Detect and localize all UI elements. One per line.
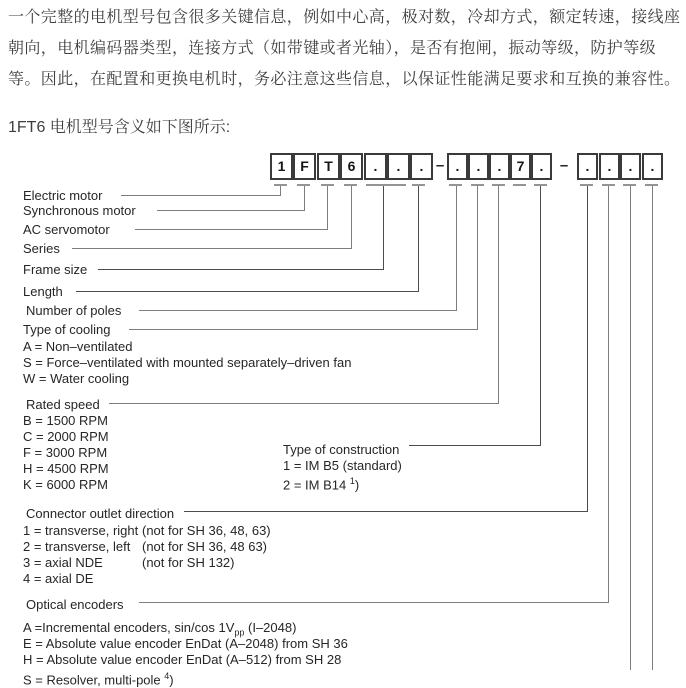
connector-line (139, 602, 609, 603)
encoder-option-text: S = Resolver, multi-pole (23, 672, 165, 688)
connector-line (157, 210, 305, 211)
connector-line (630, 186, 631, 670)
connector-line (456, 186, 457, 311)
connector-option: 1 = transverse, right (23, 523, 139, 538)
label-length: Length (23, 284, 63, 299)
intro-paragraph-line: 等。因此，在配置和更换电机时，务必注意这些信息，以保证性能满足要求和互换的兼容性。 (8, 71, 681, 88)
encoder-option-text: ) (169, 672, 174, 688)
box-tick-wide (366, 184, 406, 186)
code-box-5: . (364, 153, 387, 180)
connector-line (72, 248, 352, 249)
connector-line (76, 291, 419, 292)
encoder-option-text: A =Incremental encoders, sin/cos 1V (23, 620, 235, 635)
speed-option: F = 3000 RPM (23, 445, 108, 460)
connector-option: 4 = axial DE (23, 571, 94, 586)
box-tick (513, 184, 526, 186)
connector-line (383, 186, 384, 270)
connector-line (351, 186, 352, 249)
encoder-option-text: (I–2048) (244, 620, 297, 635)
label-electric-motor: Electric motor (23, 188, 103, 203)
subscript: pp (234, 627, 245, 638)
label-type-of-construction: Type of construction (283, 442, 400, 457)
encoder-option (23, 668, 174, 688)
encoder-option: H = Absolute value encoder EnDat (A–512) from SH 28 (23, 652, 342, 667)
connector-line (327, 186, 328, 230)
connector-line (139, 310, 457, 311)
connector-line (540, 186, 541, 446)
connector-line (409, 445, 541, 446)
construction-option: 1 = IM B5 (standard) (283, 458, 402, 473)
connector-line (98, 269, 384, 270)
code-box-11: 7 (510, 153, 531, 180)
connector-line (129, 329, 478, 330)
speed-option: B = 1500 RPM (23, 413, 108, 428)
code-box-6: . (387, 153, 410, 180)
code-box-15: . (620, 153, 641, 180)
construction-option (283, 473, 359, 493)
connector-option-note: (not for SH 132) (142, 555, 235, 570)
code-box-10: . (489, 153, 510, 180)
code-box-2: F (293, 153, 316, 180)
speed-option: K = 6000 RPM (23, 477, 108, 492)
code-box-13: . (577, 153, 598, 180)
code-box-8: . (447, 153, 468, 180)
label-synchronous-motor: Synchronous motor (23, 203, 136, 218)
code-box-14: . (599, 153, 620, 180)
code-box-1: 1 (270, 153, 293, 180)
connector-line (184, 511, 588, 512)
connector-line (109, 403, 499, 404)
section-heading: 1FT6 电机型号含义如下图所示: (8, 119, 231, 136)
construction-option-text: ) (354, 477, 360, 493)
cooling-option: A = Non–ventilated (23, 339, 133, 354)
connector-line (498, 186, 499, 404)
label-rated-speed: Rated speed (26, 397, 100, 412)
footnote-marker: 1 (349, 476, 355, 486)
speed-option: H = 4500 RPM (23, 461, 109, 476)
connector-line (135, 229, 328, 230)
code-box-9: . (468, 153, 489, 180)
encoder-option: E = Absolute value encoder EnDat (A–2048) from SH 36 (23, 636, 348, 651)
connector-line (608, 186, 609, 603)
speed-option: C = 2000 RPM (23, 429, 109, 444)
connector-line (477, 186, 478, 330)
connector-option-note: (not for SH 36, 48 63) (142, 539, 268, 554)
label-optical-encoders: Optical encoders (26, 597, 124, 612)
intro-paragraph-line: 朝向，电机编码器类型，连接方式（如带键或者光轴），是否有抱闸，振动等级，防护等级 (8, 40, 657, 57)
code-box-12: . (531, 153, 552, 180)
cooling-option: W = Water cooling (23, 371, 130, 386)
connector-line (418, 186, 419, 292)
code-box-7: . (410, 153, 433, 180)
label-type-of-cooling: Type of cooling (23, 322, 111, 337)
connector-line (652, 186, 653, 670)
code-box-16: . (642, 153, 663, 180)
connector-option: 3 = axial NDE (23, 555, 103, 570)
label-ac-servomotor: AC servomotor (23, 222, 110, 237)
connector-line (587, 186, 588, 512)
label-frame-size: Frame size (23, 262, 88, 277)
intro-paragraph-line: 一个完整的电机型号包含很多关键信息，例如中心高，极对数，冷却方式，额定转速，接线座 (8, 9, 681, 26)
construction-option-text: 2 = IM B14 (283, 477, 350, 493)
label-connector-outlet-direction: Connector outlet direction (26, 506, 175, 521)
code-box-4: 6 (340, 153, 363, 180)
connector-option: 2 = transverse, left (23, 539, 131, 554)
code-box-3: T (317, 153, 340, 180)
code-separator-dash: – (559, 157, 569, 174)
connector-option-note: (not for SH 36, 48, 63) (142, 523, 271, 538)
label-number-of-poles: Number of poles (26, 303, 122, 318)
cooling-option: S = Force–ventilated with mounted separately–driven fan (23, 355, 352, 370)
footnote-marker: 4 (164, 671, 170, 681)
connector-line (304, 186, 305, 211)
code-separator-dash: – (435, 157, 445, 174)
connector-line (121, 195, 281, 196)
label-series: Series (23, 241, 60, 256)
